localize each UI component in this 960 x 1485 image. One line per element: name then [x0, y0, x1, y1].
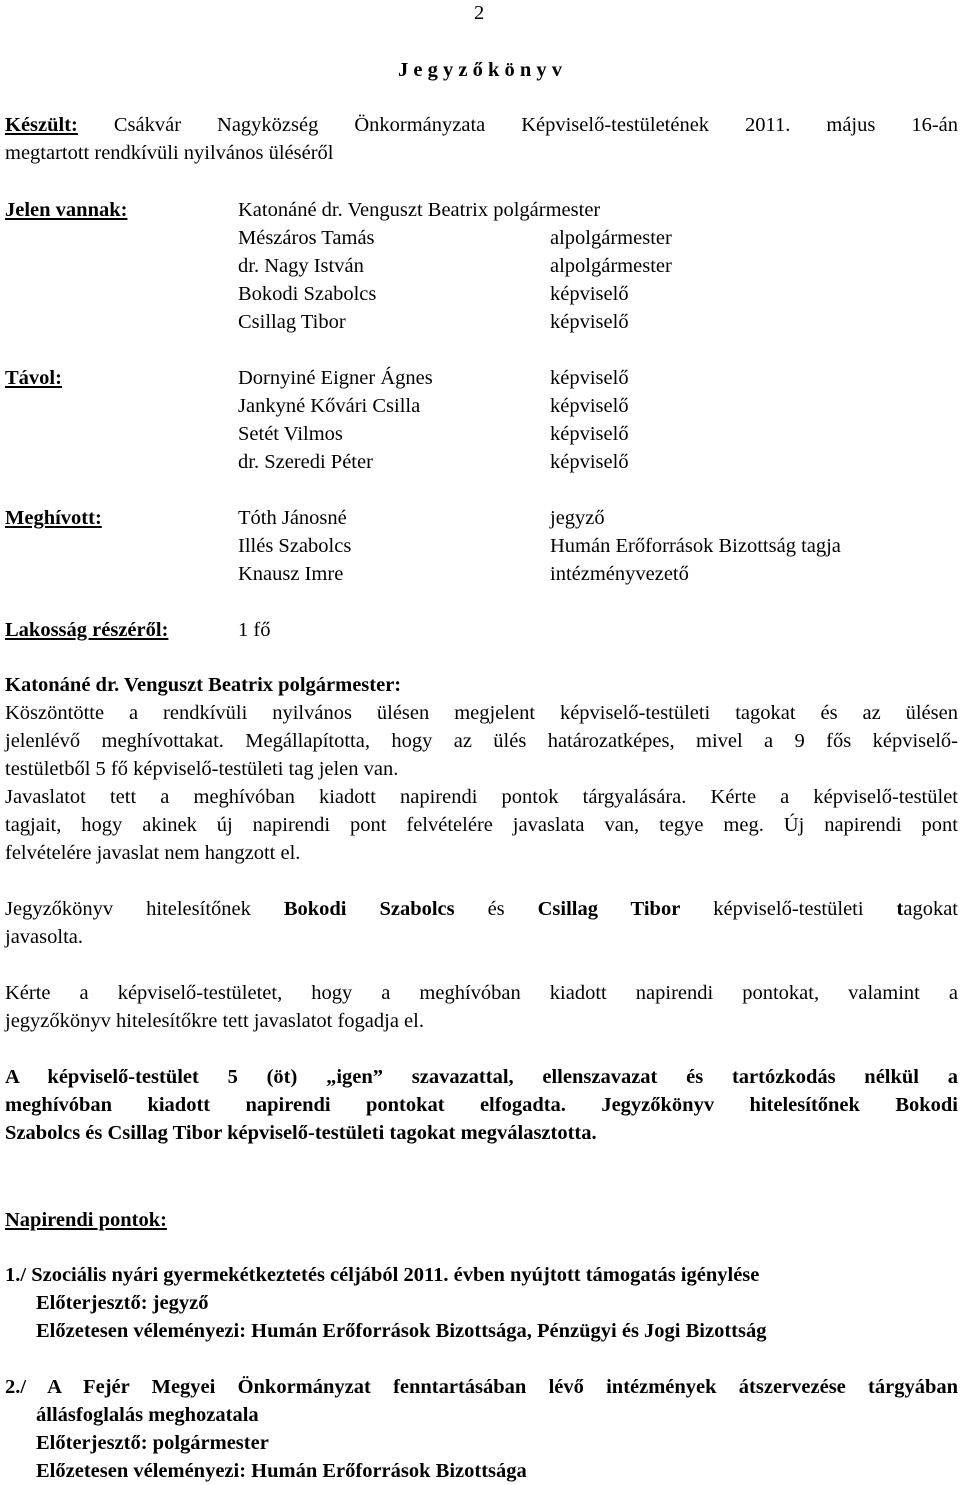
keszult-block — [5, 111, 958, 167]
tavol-role-3: képviselő — [550, 451, 629, 473]
paragraph-3 — [5, 895, 958, 951]
certifier-name-2: Csillag Tibor — [537, 898, 681, 920]
document-title: J e g y z ő k ö n y v — [398, 59, 562, 81]
agenda-item-2-presenter: Előterjesztő: polgármester — [36, 1432, 269, 1454]
meghivott-name-2: Knausz Imre — [238, 563, 344, 585]
tavol-name-2: Setét Vilmos — [238, 423, 343, 445]
jelen-name-2: dr. Nagy István — [238, 255, 364, 277]
paragraph-3-bold-letter: t — [896, 898, 904, 920]
decision-paragraph — [5, 1063, 958, 1147]
tavol-name-0: Dornyiné Eigner Ágnes — [238, 367, 433, 389]
page-number: 2 — [474, 2, 485, 24]
paragraph-3-post1: képviselő-testületi — [680, 898, 897, 920]
jelen-name-4: Csillag Tibor — [238, 311, 346, 333]
decision-line-1: A képviselő-testület 5 (öt) „igen” szavazattal, ellenszavazat és tartózkodás nélkül a — [5, 1066, 958, 1088]
jelen-role-3: képviselő — [550, 283, 629, 305]
tavol-label: Távol: — [5, 367, 62, 389]
meghivott-role-1: Humán Erőforrások Bizottság tagja — [550, 535, 841, 557]
paragraph-3-line-2: javasolta. — [5, 926, 83, 948]
agenda-item-2-title-line-1: 2./ A Fejér Megyei Önkormányzat fenntartásában lévő intézmények átszervezése tárgyában — [5, 1376, 958, 1398]
paragraph-3-line-1 — [5, 895, 958, 923]
paragraph-2-line-3: felvételére javaslat nem hangzott el. — [5, 842, 301, 864]
tavol-role-0: képviselő — [550, 367, 629, 389]
lakossag-label: Lakosság részéről: — [5, 619, 169, 641]
paragraph-3-post2: agokat — [903, 898, 958, 920]
paragraph-1-line-3: testületből 5 fő képviselő-testületi tag jelen van. — [5, 758, 399, 780]
paragraph-1-line-2: jelenlévő meghívottakat. Megállapította, hogy az ülés határozatképes, mivel a 9 fős képviselő- — [5, 730, 958, 752]
paragraph-4-line-2: jegyzőkönyv hitelesítőkre tett javaslatot fogadja el. — [5, 1010, 424, 1032]
jelen-name-3: Bokodi Szabolcs — [238, 283, 377, 305]
meghivott-label: Meghívott: — [5, 507, 102, 529]
jelen-role-2: alpolgármester — [550, 255, 672, 277]
paragraph-1-line-1: Köszöntötte a rendkívüli nyilvános ülésen megjelent képviselő-testületi tagokat és az ülésen — [5, 702, 958, 724]
paragraph-4-line-1: Kérte a képviselő-testületet, hogy a meghívóban kiadott napirendi pontokat, valamint a — [5, 982, 958, 1004]
meghivott-role-0: jegyző — [550, 507, 605, 529]
jelen-role-4: képviselő — [550, 311, 629, 333]
jelen-name-0: Katonáné dr. Venguszt Beatrix polgármester — [238, 199, 601, 221]
agenda-item-1-title: 1./ Szociális nyári gyermekétkeztetés céljából 2011. évben nyújtott támogatás igénylése — [5, 1264, 760, 1286]
certifier-name-1: Bokodi Szabolcs — [283, 898, 455, 920]
paragraph-2 — [5, 783, 958, 867]
agenda-item-1-reviewer: Előzetesen véleményezi: Humán Erőforrások Bizottsága, Pénzügyi és Jogi Bizottság — [36, 1320, 767, 1342]
decision-line-3: Szabolcs és Csillag Tibor képviselő-testületi tagokat megválasztotta. — [5, 1122, 597, 1144]
lakossag-value: 1 fő — [238, 619, 271, 641]
jelen-role-1: alpolgármester — [550, 227, 672, 249]
meghivott-name-1: Illés Szabolcs — [238, 535, 352, 557]
paragraph-4 — [5, 979, 958, 1035]
tavol-name-1: Jankyné Kővári Csilla — [238, 395, 421, 417]
agenda-title: Napirendi pontok: — [5, 1209, 167, 1231]
keszult-label: Készült: — [5, 114, 78, 136]
jelen-name-1: Mészáros Tamás — [238, 227, 375, 249]
tavol-role-1: képviselő — [550, 395, 629, 417]
keszult-text: Csákvár Nagyközség Önkormányzata Képviselő-testületének 2011. május 16-án — [113, 114, 958, 136]
jelen-label: Jelen vannak: — [5, 199, 128, 221]
agenda-item-2-reviewer: Előzetesen véleményezi: Humán Erőforrások Bizottsága — [36, 1460, 527, 1482]
tavol-name-3: dr. Szeredi Péter — [238, 451, 373, 473]
meghivott-name-0: Tóth Jánosné — [238, 507, 347, 529]
paragraph-2-line-1: Javaslatot tett a meghívóban kiadott napirendi pontok tárgyalására. Kérte a képviselő-testület — [5, 786, 958, 808]
decision-line-2: meghívóban kiadott napirendi pontokat elfogadta. Jegyzőkönyv hitelesítőnek Bokodi — [5, 1094, 958, 1116]
speaker-heading: Katonáné dr. Venguszt Beatrix polgármester: — [5, 674, 402, 696]
tavol-role-2: képviselő — [550, 423, 629, 445]
agenda-item-2-title-line-2: állásfoglalás meghozatala — [36, 1404, 259, 1426]
paragraph-3-mid: és — [454, 898, 538, 920]
keszult-line-2: megtartott rendkívüli nyilvános üléséről — [5, 142, 334, 164]
paragraph-2-line-2: tagjait, hogy akinek új napirendi pont felvételére javaslata van, tegye meg. Új napirendi pont — [5, 814, 958, 836]
agenda-item-1-presenter: Előterjesztő: jegyző — [36, 1292, 209, 1314]
keszult-line-1 — [5, 111, 958, 139]
meghivott-role-2: intézményvezető — [550, 563, 689, 585]
paragraph-1 — [5, 699, 958, 783]
agenda-item-2-title — [5, 1373, 958, 1429]
paragraph-3-pre: Jegyzőkönyv hitelesítőnek — [5, 898, 284, 920]
